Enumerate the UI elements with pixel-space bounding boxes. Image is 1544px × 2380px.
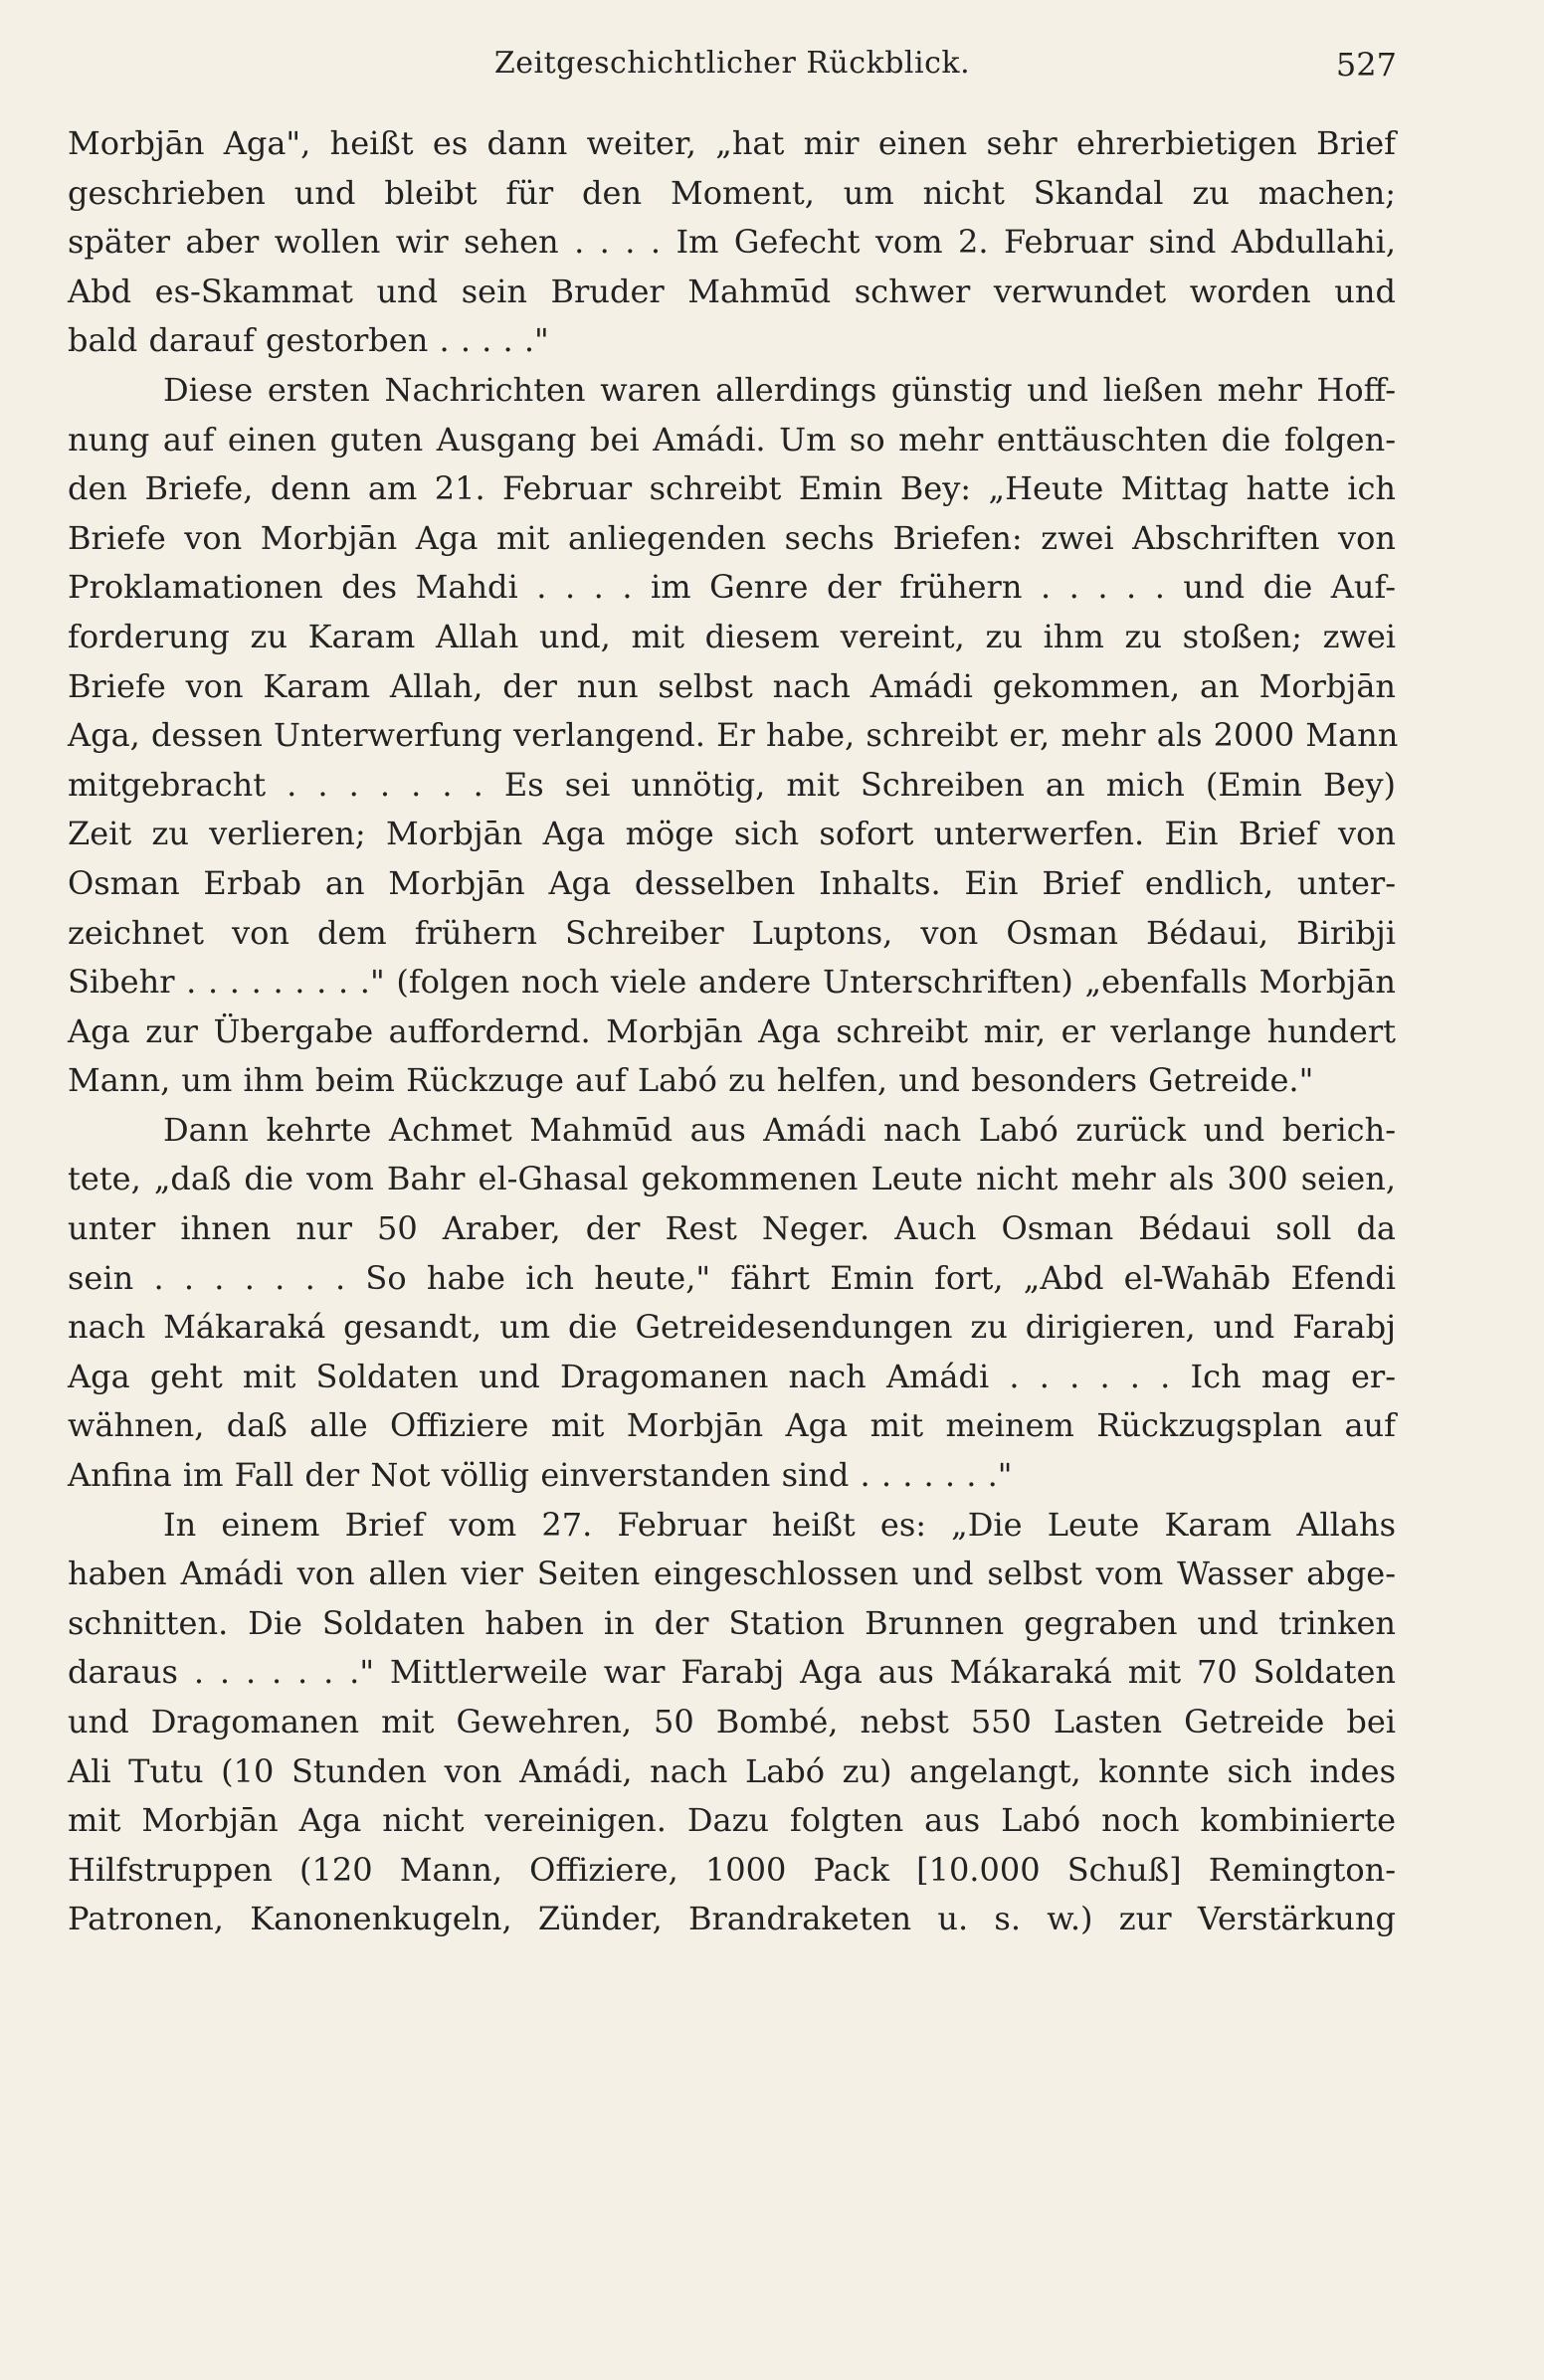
text-line: unter ihnen nur 50 Araber, der Rest Neger. Auch Osman Bédaui soll da [68, 1209, 1396, 1248]
text-line: Briefe von Karam Allah, der nun selbst nach Amádi gekommen, an Morbjān [68, 666, 1396, 705]
text-line: Dann kehrte Achmet Mahmūd aus Amádi nach Labó zurück und berich- [163, 1110, 1396, 1149]
text-line: Hilfstruppen (120 Mann, Offiziere, 1000 Pack [10.000 Schuß] Remington- [68, 1850, 1396, 1889]
text-line: Aga zur Übergabe auffordernd. Morbjān Aga schreibt mir, er verlange hundert [68, 1011, 1396, 1050]
text-line: Mann, um ihm beim Rückzuge auf Labó zu helfen, und besonders Getreide." [68, 1061, 1314, 1100]
text-line: mitgebracht . . . . . . . Es sei unnötig, mit Schreiben an mich (Emin Bey) [68, 765, 1396, 804]
text-line: tete, „daß die vom Bahr el-Ghasal gekommenen Leute nicht mehr als 300 seien, [68, 1160, 1396, 1198]
text-line: mit Morbjān Aga nicht vereinigen. Dazu folgten aus Labó noch kombinierte [68, 1801, 1396, 1840]
page-number: 527 [1335, 46, 1397, 84]
text-line: nach Mákaraká gesandt, um die Getreidesendungen zu dirigieren, und Farabj [68, 1308, 1396, 1347]
text-line: Aga geht mit Soldaten und Dragomanen nach Amádi . . . . . . Ich mag er- [68, 1357, 1396, 1395]
page-header [68, 46, 1397, 95]
text-line: daraus . . . . . . ." Mittlerweile war Farabj Aga aus Mákaraká mit 70 Soldaten [68, 1653, 1396, 1692]
body-text [68, 119, 1399, 1944]
text-line: Anfina im Fall der Not völlig einverstanden sind . . . . . . ." [68, 1456, 1013, 1495]
text-line: Ali Tutu (10 Stunden von Amádi, nach Labó zu) angelangt, konnte sich indes [68, 1751, 1396, 1790]
text-line: wähnen, daß alle Offiziere mit Morbjān Aga mit meinem Rückzugsplan auf [68, 1406, 1396, 1445]
text-line: Briefe von Morbjān Aga mit anliegenden sechs Briefen: zwei Abschriften von [68, 518, 1396, 557]
text-line: zeichnet von dem frühern Schreiber Luptons, von Osman Bédaui, Biribji [68, 913, 1396, 952]
text-line: den Briefe, denn am 21. Februar schreibt Emin Bey: „Heute Mittag hatte ich [68, 469, 1396, 508]
text-line: In einem Brief vom 27. Februar heißt es: „Die Leute Karam Allahs [163, 1505, 1396, 1544]
text-line: später aber wollen wir sehen . . . . Im Gefecht vom 2. Februar sind Abdullahi, [68, 223, 1396, 262]
text-line: Zeit zu verlieren; Morbjān Aga möge sich sofort unterwerfen. Ein Brief von [68, 815, 1396, 853]
text-line: Diese ersten Nachrichten waren allerdings günstig und ließen mehr Hoff- [163, 370, 1396, 409]
text-line: forderung zu Karam Allah und, mit diesem vereint, zu ihm zu stoßen; zwei [68, 617, 1396, 655]
text-line: Aga, dessen Unterwerfung verlangend. Er habe, schreibt er, mehr als 2000 Mann [68, 716, 1399, 755]
text-line: schnitten. Die Soldaten haben in der Station Brunnen gegraben und trinken [68, 1603, 1396, 1642]
text-line: Sibehr . . . . . . . . ." (folgen noch viele andere Unterschriften) „ebenfalls Morbjān [68, 963, 1396, 1002]
running-title: Zeitgeschichtlicher Rückblick. [493, 46, 971, 81]
text-line: nung auf einen guten Ausgang bei Amádi. Um so mehr enttäuschten die folgen- [68, 420, 1396, 458]
text-line: Abd es-Skammat und sein Bruder Mahmūd schwer verwundet worden und [68, 272, 1396, 310]
text-line: und Dragomanen mit Gewehren, 50 Bombé, nebst 550 Lasten Getreide bei [68, 1703, 1396, 1740]
text-line: haben Amádi von allen vier Seiten eingeschlossen und selbst vom Wasser abge- [68, 1555, 1396, 1593]
text-line: bald darauf gestorben . . . . ." [68, 321, 549, 360]
text-line: Proklamationen des Mahdi . . . . im Genre der frühern . . . . . und die Auf- [68, 568, 1396, 607]
text-line: Morbjān Aga", heißt es dann weiter, „hat mir einen sehr ehrerbietigen Brief [68, 124, 1396, 162]
text-line: Osman Erbab an Morbjān Aga desselben Inhalts. Ein Brief endlich, unter- [68, 863, 1396, 902]
text-line: sein . . . . . . . So habe ich heute," fährt Emin fort, „Abd el-Wahāb Efendi [68, 1258, 1396, 1297]
text-line: Patronen, Kanonenkugeln, Zünder, Brandraketen u. s. w.) zur Verstärkung [68, 1900, 1396, 1938]
text-line: geschrieben und bleibt für den Moment, um nicht Skandal zu machen; [68, 173, 1396, 212]
